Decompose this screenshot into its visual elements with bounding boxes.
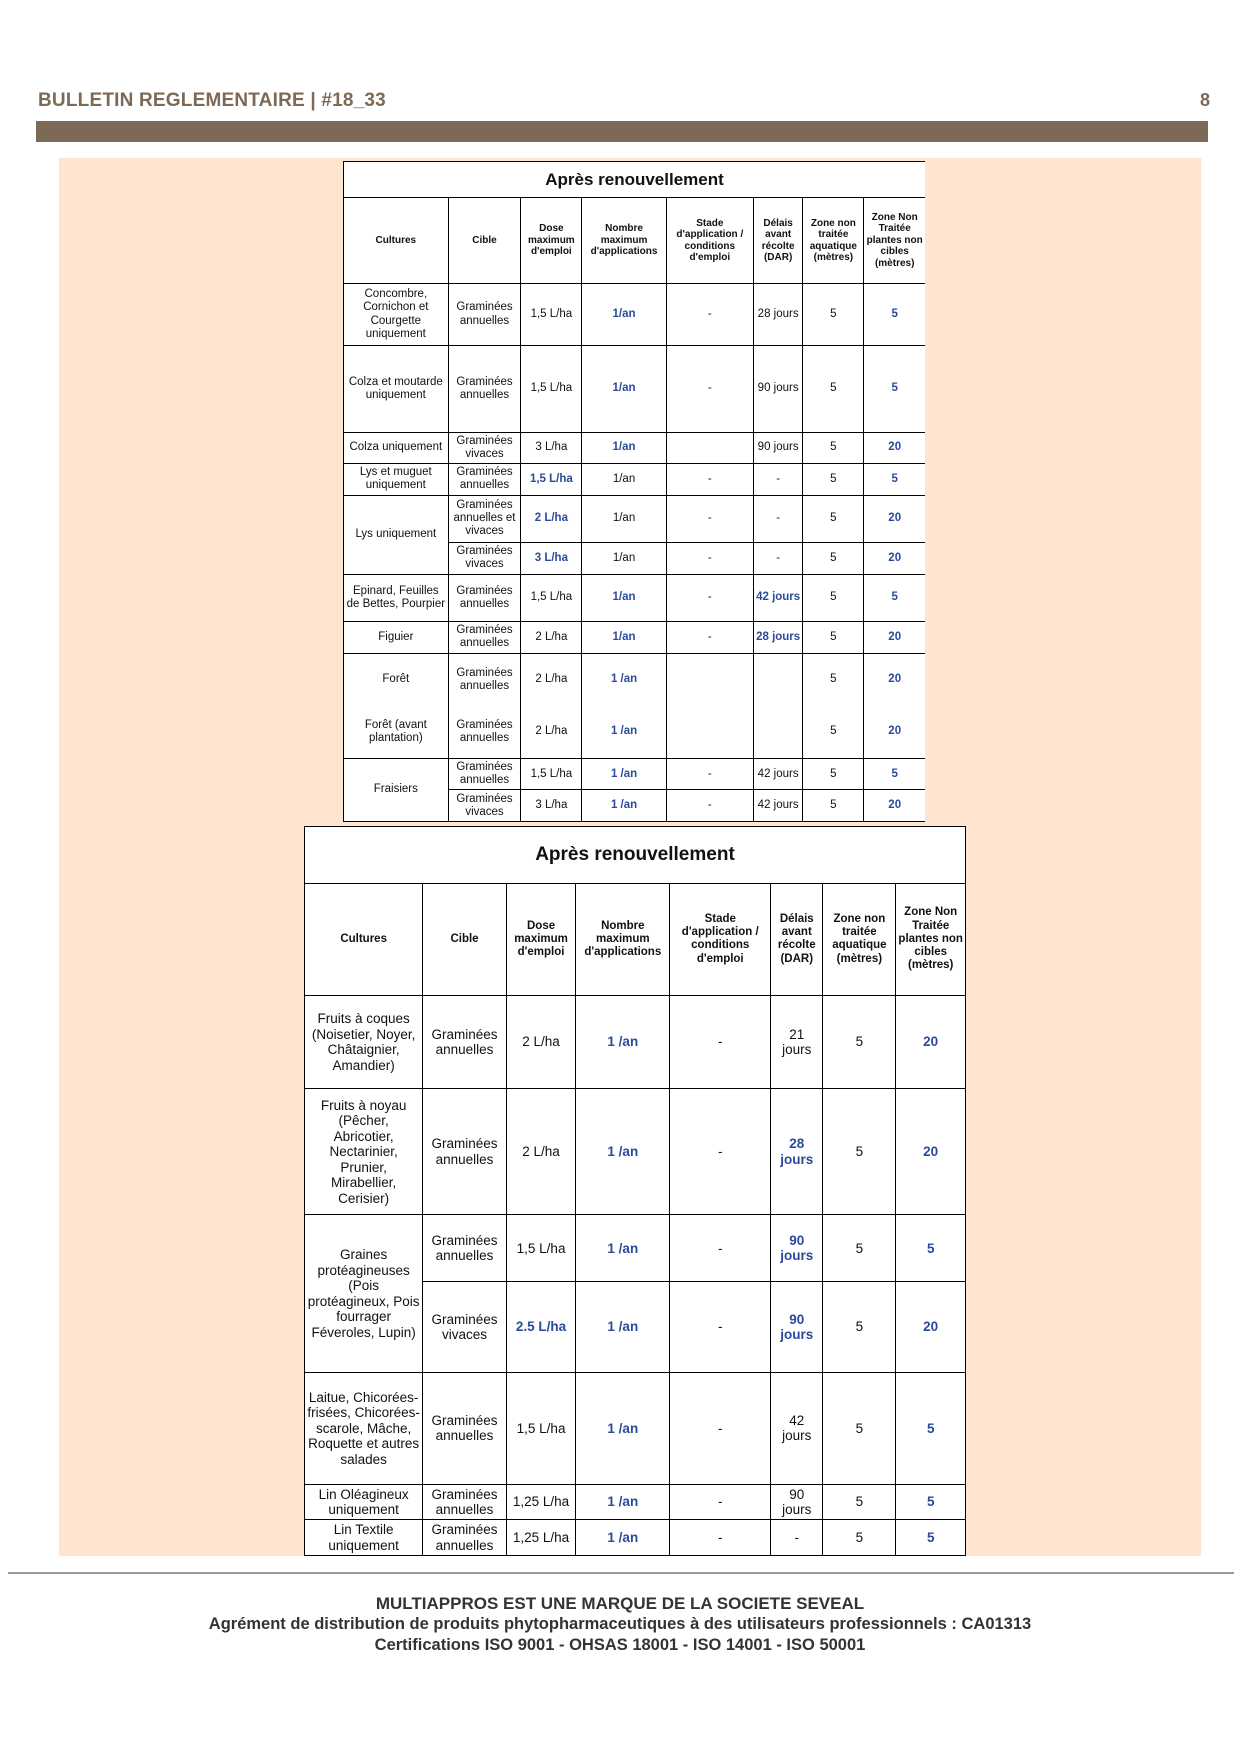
znt-plantes-cell: 20 xyxy=(864,543,925,574)
dar-cell: 42 jours xyxy=(753,574,802,622)
dar-cell: 28 jours xyxy=(753,622,802,653)
applications-cell: 1/an xyxy=(582,464,666,495)
dar-cell: 42 jours xyxy=(753,759,802,790)
table-row xyxy=(305,1520,966,1556)
applications-cell: 1/an xyxy=(582,574,666,622)
stade-cell xyxy=(666,706,753,759)
znt-aquatique-cell: 5 xyxy=(803,283,864,346)
znt-aquatique-cell: 5 xyxy=(803,464,864,495)
znt-plantes-cell: 5 xyxy=(896,1484,966,1520)
znt-aquatique-cell: 5 xyxy=(803,790,864,822)
table-row xyxy=(305,1215,966,1282)
table-row xyxy=(305,1089,966,1215)
dose-cell: 2 L/ha xyxy=(521,622,582,653)
stade-cell: - xyxy=(670,1520,771,1556)
znt-aquatique-cell: 5 xyxy=(803,346,864,432)
stade-cell: - xyxy=(670,1089,771,1215)
applications-cell: 1/an xyxy=(582,543,666,574)
dose-cell: 2.5 L/ha xyxy=(506,1282,576,1372)
table-row xyxy=(344,759,926,790)
dar-cell: 90 jours xyxy=(771,1282,823,1372)
table-row xyxy=(344,495,926,543)
footer-agreement: Agrément de distribution de produits phytopharmaceutiques à des utilisateurs professionnels : CA01313 xyxy=(208,1615,1032,1633)
applications-cell: 1 /an xyxy=(576,1520,670,1556)
culture-cell: Colza uniquement xyxy=(344,432,449,463)
footer-certifications: Certifications ISO 9001 - OHSAS 18001 - ISO 14001 - ISO 50001 xyxy=(374,1636,866,1654)
dose-cell: 2 L/ha xyxy=(521,653,582,706)
stade-cell: - xyxy=(666,622,753,653)
applications-cell: 1 /an xyxy=(576,1484,670,1520)
znt-aquatique-cell: 5 xyxy=(823,1520,896,1556)
cible-cell: Graminées annuelles xyxy=(448,759,521,790)
znt-plantes-cell: 5 xyxy=(896,1215,966,1282)
dose-cell: 1,25 L/ha xyxy=(506,1520,576,1556)
stade-cell: - xyxy=(670,1215,771,1282)
stade-cell: - xyxy=(670,1372,771,1484)
znt-plantes-cell: 20 xyxy=(864,432,925,463)
cible-cell: Graminées annuelles xyxy=(423,1089,506,1215)
stade-cell: - xyxy=(670,1282,771,1372)
dose-cell: 3 L/ha xyxy=(521,790,582,822)
table-1-sheet xyxy=(343,161,925,822)
culture-cell: Lys et muguet uniquement xyxy=(344,464,449,495)
column-header: Zone Non Traitée plantes non cibles (mètres) xyxy=(896,883,966,995)
bulletin-title: BULLETIN REGLEMENTAIRE | #18_33 xyxy=(38,90,386,111)
znt-aquatique-cell: 5 xyxy=(823,1282,896,1372)
dar-cell: 28 jours xyxy=(771,1089,823,1215)
stade-cell: - xyxy=(666,495,753,543)
cible-cell: Graminées annuelles xyxy=(448,283,521,346)
cible-cell: Graminées annuelles et vivaces xyxy=(448,495,521,543)
cible-cell: Graminées annuelles xyxy=(448,346,521,432)
cible-cell: Graminées vivaces xyxy=(448,543,521,574)
cible-cell: Graminées annuelles xyxy=(448,706,521,759)
cible-cell: Graminées annuelles xyxy=(423,1215,506,1282)
cible-cell: Graminées annuelles xyxy=(423,1372,506,1484)
znt-plantes-cell: 20 xyxy=(896,995,966,1089)
dose-cell: 3 L/ha xyxy=(521,543,582,574)
table-2 xyxy=(304,826,966,1556)
dar-cell xyxy=(753,653,802,706)
dar-cell: 42 jours xyxy=(771,1372,823,1484)
column-header: Cultures xyxy=(344,198,449,283)
applications-cell: 1/an xyxy=(582,495,666,543)
stade-cell: - xyxy=(666,790,753,822)
znt-plantes-cell: 20 xyxy=(864,706,925,759)
table-1-title: Après renouvellement xyxy=(344,162,926,198)
page-number: 8 xyxy=(1199,90,1210,110)
applications-cell: 1 /an xyxy=(576,1215,670,1282)
column-header: Cultures xyxy=(305,883,423,995)
applications-cell: 1 /an xyxy=(576,1089,670,1215)
znt-aquatique-cell: 5 xyxy=(803,574,864,622)
culture-cell: Lin Oléagineux uniquement xyxy=(305,1484,423,1520)
znt-aquatique-cell: 5 xyxy=(823,995,896,1089)
dose-cell: 1,25 L/ha xyxy=(506,1484,576,1520)
column-header: Stade d'application / conditions d'emploi xyxy=(670,883,771,995)
table-row xyxy=(305,1484,966,1520)
dar-cell: - xyxy=(753,495,802,543)
znt-plantes-cell: 20 xyxy=(864,653,925,706)
dar-cell: 90 jours xyxy=(753,346,802,432)
znt-aquatique-cell: 5 xyxy=(803,432,864,463)
znt-plantes-cell: 20 xyxy=(896,1282,966,1372)
dose-cell: 1,5 L/ha xyxy=(506,1215,576,1282)
column-header: Dose maximum d'emploi xyxy=(521,198,582,283)
znt-aquatique-cell: 5 xyxy=(823,1484,896,1520)
stade-cell: - xyxy=(666,543,753,574)
column-header: Cible xyxy=(423,883,506,995)
znt-plantes-cell: 5 xyxy=(896,1372,966,1484)
column-header: Nombre maximum d'applications xyxy=(576,883,670,995)
column-header: Nombre maximum d'applications xyxy=(582,198,666,283)
table-row xyxy=(305,995,966,1089)
culture-cell: Lys uniquement xyxy=(344,495,449,574)
dar-cell: 90 jours xyxy=(771,1484,823,1520)
znt-plantes-cell: 20 xyxy=(864,495,925,543)
stade-cell: - xyxy=(666,283,753,346)
dose-cell: 1,5 L/ha xyxy=(521,283,582,346)
dar-cell: - xyxy=(753,543,802,574)
znt-plantes-cell: 5 xyxy=(864,759,925,790)
znt-aquatique-cell: 5 xyxy=(823,1089,896,1215)
table-row xyxy=(305,1372,966,1484)
culture-cell: Lin Textile uniquement xyxy=(305,1520,423,1556)
column-header: Stade d'application / conditions d'emploi xyxy=(666,198,753,283)
znt-plantes-cell: 5 xyxy=(864,346,925,432)
header-bar xyxy=(36,121,1208,142)
dose-cell: 2 L/ha xyxy=(506,1089,576,1215)
znt-aquatique-cell: 5 xyxy=(823,1215,896,1282)
applications-cell: 1 /an xyxy=(576,1372,670,1484)
stade-cell xyxy=(666,653,753,706)
table-2-title: Après renouvellement xyxy=(305,827,966,884)
cible-cell: Graminées vivaces xyxy=(448,790,521,822)
znt-aquatique-cell: 5 xyxy=(803,622,864,653)
column-header: Zone non traitée aquatique (mètres) xyxy=(823,883,896,995)
cible-cell: Graminées annuelles xyxy=(448,653,521,706)
applications-cell: 1 /an xyxy=(576,1282,670,1372)
cible-cell: Graminées annuelles xyxy=(423,995,506,1089)
stade-cell: - xyxy=(670,1484,771,1520)
dose-cell: 1,5 L/ha xyxy=(521,759,582,790)
dar-cell: - xyxy=(771,1520,823,1556)
dar-cell: 42 jours xyxy=(753,790,802,822)
dar-cell xyxy=(753,706,802,759)
stade-cell: - xyxy=(666,574,753,622)
column-header: Délais avant récolte (DAR) xyxy=(753,198,802,283)
znt-aquatique-cell: 5 xyxy=(823,1372,896,1484)
dose-cell: 3 L/ha xyxy=(521,432,582,463)
column-header: Cible xyxy=(448,198,521,283)
cible-cell: Graminées vivaces xyxy=(448,432,521,463)
applications-cell: 1 /an xyxy=(576,995,670,1089)
footer-divider xyxy=(8,1572,1234,1574)
cible-cell: Graminées annuelles xyxy=(423,1520,506,1556)
cible-cell: Graminées annuelles xyxy=(448,574,521,622)
znt-plantes-cell: 20 xyxy=(864,790,925,822)
cible-cell: Graminées annuelles xyxy=(448,622,521,653)
table-row xyxy=(344,706,926,759)
table-row xyxy=(344,574,926,622)
znt-plantes-cell: 5 xyxy=(864,574,925,622)
culture-cell: Figuier xyxy=(344,622,449,653)
column-header: Zone non traitée aquatique (mètres) xyxy=(803,198,864,283)
column-header: Dose maximum d'emploi xyxy=(506,883,576,995)
table-2-sheet xyxy=(304,826,966,1556)
dar-cell: 21 jours xyxy=(771,995,823,1089)
table-row xyxy=(344,432,926,463)
culture-cell: Graines protéagineuses (Pois protéagineux, Pois fourrager Féveroles, Lupin) xyxy=(305,1215,423,1373)
dar-cell: 90 jours xyxy=(753,432,802,463)
znt-plantes-cell: 5 xyxy=(864,464,925,495)
dar-cell: - xyxy=(753,464,802,495)
table-row xyxy=(344,283,926,346)
applications-cell: 1 /an xyxy=(582,653,666,706)
stade-cell: - xyxy=(666,464,753,495)
culture-cell: Fruits à noyau (Pêcher, Abricotier, Nectarinier, Prunier, Mirabellier, Cerisier) xyxy=(305,1089,423,1215)
znt-aquatique-cell: 5 xyxy=(803,495,864,543)
applications-cell: 1/an xyxy=(582,346,666,432)
footer-company: MULTIAPPROS EST UNE MARQUE DE LA SOCIETE SEVEAL xyxy=(375,1594,865,1613)
cible-cell: Graminées annuelles xyxy=(423,1484,506,1520)
culture-cell: Concombre, Cornichon et Courgette uniquement xyxy=(344,283,449,346)
culture-cell: Fraisiers xyxy=(344,759,449,822)
applications-cell: 1 /an xyxy=(582,790,666,822)
dose-cell: 1,5 L/ha xyxy=(521,574,582,622)
applications-cell: 1 /an xyxy=(582,706,666,759)
stade-cell: - xyxy=(670,995,771,1089)
dose-cell: 2 L/ha xyxy=(521,706,582,759)
znt-plantes-cell: 20 xyxy=(864,622,925,653)
dose-cell: 1,5 L/ha xyxy=(506,1372,576,1484)
table-row xyxy=(344,346,926,432)
table-row xyxy=(344,464,926,495)
znt-plantes-cell: 5 xyxy=(864,283,925,346)
cible-cell: Graminées annuelles xyxy=(448,464,521,495)
stade-cell: - xyxy=(666,759,753,790)
culture-cell: Forêt xyxy=(344,653,449,706)
znt-plantes-cell: 5 xyxy=(896,1520,966,1556)
column-header: Délais avant récolte (DAR) xyxy=(771,883,823,995)
znt-aquatique-cell: 5 xyxy=(803,543,864,574)
dose-cell: 1,5 L/ha xyxy=(521,464,582,495)
applications-cell: 1/an xyxy=(582,622,666,653)
culture-cell: Laitue, Chicorées-frisées, Chicorées-scarole, Mâche, Roquette et autres salades xyxy=(305,1372,423,1484)
culture-cell: Colza et moutarde uniquement xyxy=(344,346,449,432)
stade-cell: - xyxy=(666,346,753,432)
cible-cell: Graminées vivaces xyxy=(423,1282,506,1372)
culture-cell: Fruits à coques (Noisetier, Noyer, Châtaignier, Amandier) xyxy=(305,995,423,1089)
culture-cell: Forêt (avant plantation) xyxy=(344,706,449,759)
dose-cell: 1,5 L/ha xyxy=(521,346,582,432)
znt-aquatique-cell: 5 xyxy=(803,706,864,759)
znt-aquatique-cell: 5 xyxy=(803,653,864,706)
dose-cell: 2 L/ha xyxy=(506,995,576,1089)
applications-cell: 1/an xyxy=(582,283,666,346)
dar-cell: 90 jours xyxy=(771,1215,823,1282)
dar-cell: 28 jours xyxy=(753,283,802,346)
dose-cell: 2 L/ha xyxy=(521,495,582,543)
footer xyxy=(0,1593,1240,1656)
table-row xyxy=(344,622,926,653)
stade-cell xyxy=(666,432,753,463)
znt-aquatique-cell: 5 xyxy=(803,759,864,790)
applications-cell: 1 /an xyxy=(582,759,666,790)
znt-plantes-cell: 20 xyxy=(896,1089,966,1215)
table-row xyxy=(344,653,926,706)
applications-cell: 1/an xyxy=(582,432,666,463)
culture-cell: Epinard, Feuilles de Bettes, Pourpier xyxy=(344,574,449,622)
column-header: Zone Non Traitée plantes non cibles (mètres) xyxy=(864,198,925,283)
table-1 xyxy=(343,161,925,822)
